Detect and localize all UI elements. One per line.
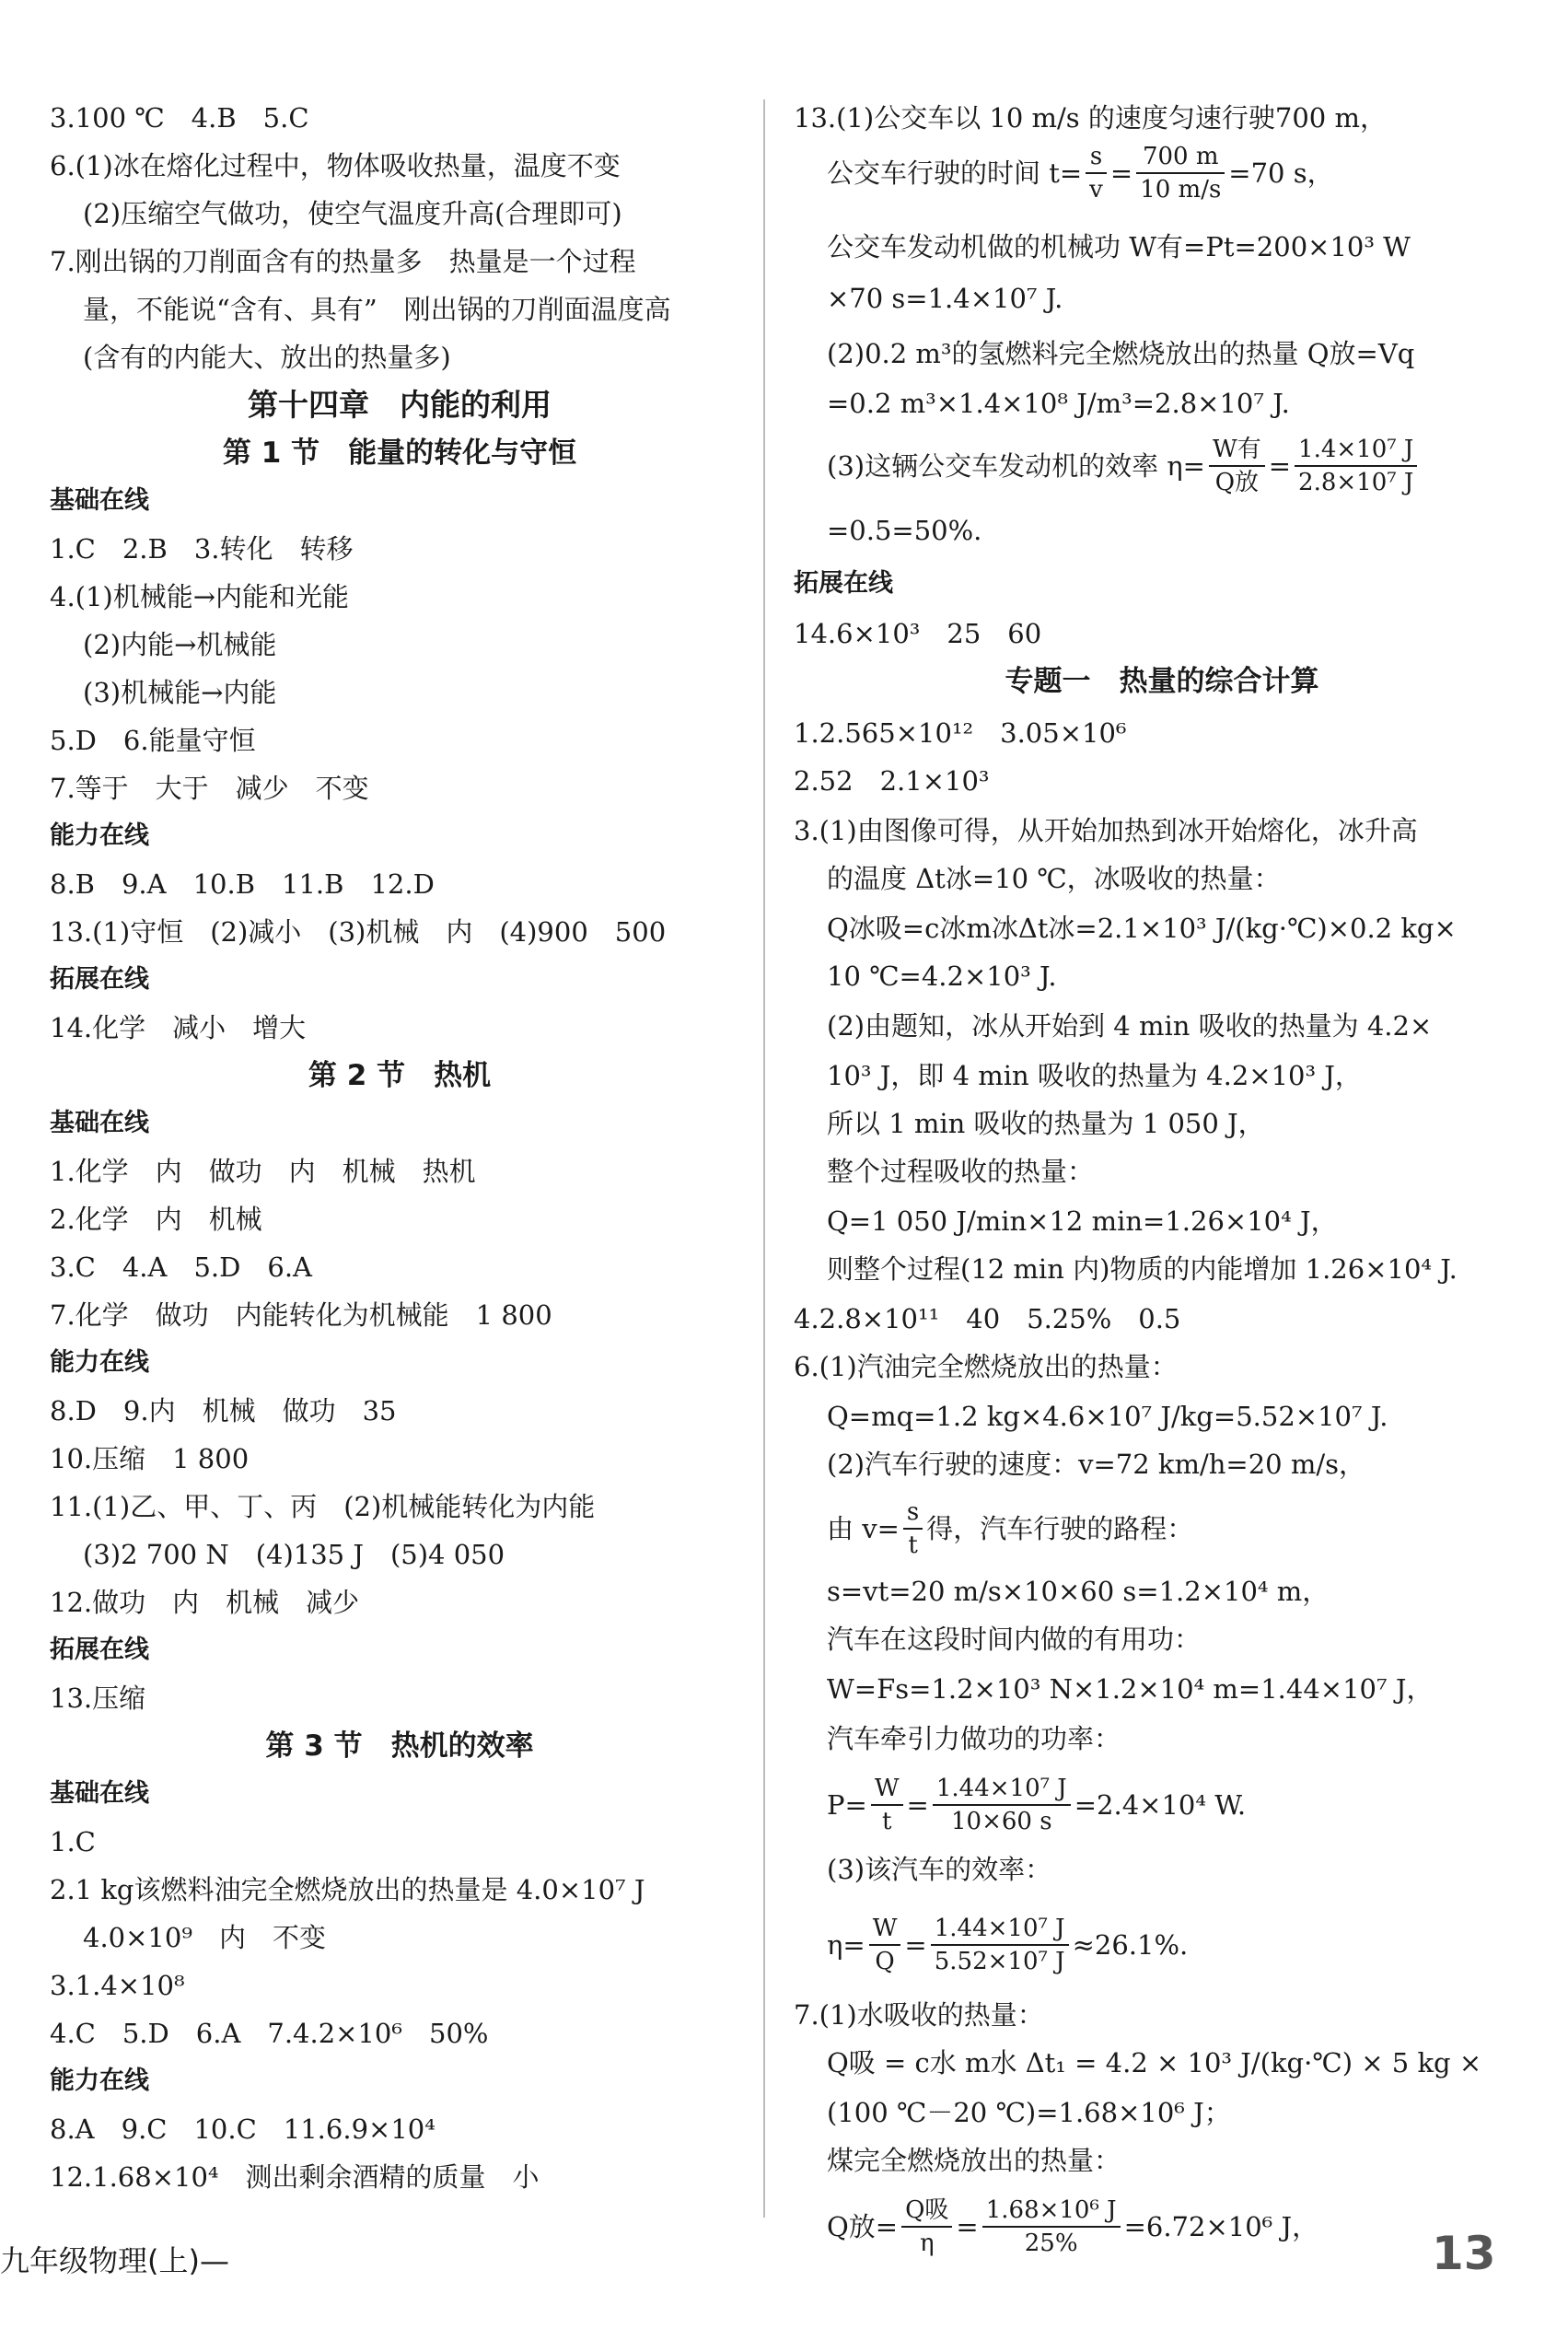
formula-text: = bbox=[1109, 157, 1133, 189]
answer-line: 7.等于 大于 减少 不变 bbox=[50, 773, 369, 804]
fraction bbox=[1295, 434, 1417, 498]
fraction-numerator: W bbox=[871, 1773, 903, 1806]
fraction bbox=[982, 2195, 1121, 2259]
subsection-heading: 能力在线 bbox=[50, 2067, 149, 2095]
fraction-denominator: v bbox=[1089, 176, 1103, 204]
formula-line bbox=[827, 2190, 1318, 2264]
answer-line: 8.A 9.C 10.C 11.6.9×10⁴ bbox=[50, 2113, 436, 2145]
answer-line: 14.化学 减小 增大 bbox=[50, 1012, 307, 1043]
answer-line: 1.化学 内 做功 内 机械 热机 bbox=[50, 1156, 476, 1187]
answer-line: W=Fs=1.2×10³ N×1.2×10⁴ m=1.44×10⁷ J， bbox=[827, 1673, 1434, 1705]
answer-line: 1.C bbox=[50, 1826, 96, 1857]
fraction-denominator: Q bbox=[875, 1948, 895, 1975]
subsection-heading: 能力在线 bbox=[50, 821, 149, 850]
formula-text: P= bbox=[827, 1789, 867, 1821]
answer-line: (含有的内能大、放出的热量多) bbox=[83, 342, 451, 373]
answer-line: 的温度 Δt冰=10 ℃，冰吸收的热量： bbox=[827, 863, 1281, 894]
answer-line: (3)机械能→内能 bbox=[83, 677, 277, 708]
fraction-numerator: W有 bbox=[1209, 434, 1265, 467]
fraction-denominator: t bbox=[881, 1808, 892, 1835]
fraction bbox=[933, 1773, 1071, 1837]
fraction bbox=[931, 1913, 1069, 1977]
fraction-numerator: s bbox=[903, 1496, 923, 1530]
section-heading: 第 1 节 能量的转化与守恒 bbox=[222, 437, 577, 470]
fraction-denominator: t bbox=[908, 1531, 918, 1559]
answer-line: 11.(1)乙、甲、丁、丙 (2)机械能转化为内能 bbox=[50, 1491, 596, 1522]
subsection-heading: 基础在线 bbox=[50, 1779, 149, 1808]
fraction-numerator: s bbox=[1086, 141, 1107, 174]
answer-line: 13.(1)守恒 (2)减小 (3)机械 内 (4)900 500 bbox=[50, 916, 667, 948]
answer-line: Q=mq=1.2 kg×4.6×10⁷ J/kg=5.52×10⁷ J. bbox=[827, 1401, 1388, 1432]
answer-line: 5.D 6.能量守恒 bbox=[50, 725, 256, 756]
answer-line: 3.(1)由图像可得，从开始加热到冰开始熔化，冰升高 bbox=[794, 815, 1418, 846]
answer-line: 2.1 kg该燃料油完全燃烧放出的热量是 4.0×10⁷ J bbox=[50, 1874, 645, 1905]
answer-line: 10³ J，即 4 min 吸收的热量为 4.2×10³ J， bbox=[827, 1060, 1362, 1091]
formula-text: 由 v= bbox=[827, 1513, 900, 1544]
answer-line: 1.C 2.B 3.转化 转移 bbox=[50, 533, 354, 565]
formula-text: η= bbox=[827, 1929, 865, 1961]
fraction bbox=[903, 1496, 923, 1561]
answer-line: 10.压缩 1 800 bbox=[50, 1443, 250, 1474]
answer-line: s=vt=20 m/s×10×60 s=1.2×10⁴ m， bbox=[827, 1576, 1330, 1607]
answer-line: 14.6×10³ 25 60 bbox=[794, 618, 1042, 649]
formula-line bbox=[827, 1492, 1193, 1566]
formula-line bbox=[827, 136, 1334, 210]
answer-line: (3)2 700 N (4)135 J (5)4 050 bbox=[83, 1539, 505, 1570]
subsection-heading: 基础在线 bbox=[50, 486, 149, 515]
fraction-denominator: η bbox=[919, 2230, 935, 2257]
section-heading: 专题一 热量的综合计算 bbox=[1005, 665, 1319, 698]
answer-line: 7.(1)水吸收的热量： bbox=[794, 1999, 1044, 2031]
formula-text: 公交车行驶的时间 t= bbox=[827, 157, 1083, 189]
answer-line: 10 ℃=4.2×10³ J. bbox=[827, 961, 1057, 992]
answer-line: 8.D 9.内 机械 做功 35 bbox=[50, 1395, 397, 1426]
fraction-numerator: Q吸 bbox=[901, 2195, 952, 2228]
answer-line: 4.2.8×10¹¹ 40 5.25% 0.5 bbox=[794, 1303, 1181, 1334]
formula-text: = bbox=[956, 2211, 979, 2242]
chapter-heading: 第十四章 内能的利用 bbox=[248, 387, 552, 423]
answer-line: (2)由题知，冰从开始到 4 min 吸收的热量为 4.2× bbox=[827, 1010, 1433, 1042]
answer-line: 7.化学 做功 内能转化为机械能 1 800 bbox=[50, 1299, 552, 1331]
answer-line: 7.刚出锅的刀削面含有的热量多 热量是一个过程 bbox=[50, 246, 636, 277]
fraction bbox=[901, 2195, 952, 2259]
fraction-denominator: 10×60 s bbox=[951, 1808, 1052, 1835]
formula-text: = bbox=[906, 1789, 929, 1821]
answer-line: 汽车牵引力做功的功率： bbox=[827, 1723, 1121, 1754]
fraction-numerator: 1.68×10⁶ J bbox=[982, 2195, 1121, 2228]
answer-line: 所以 1 min 吸收的热量为 1 050 J， bbox=[827, 1108, 1265, 1139]
fraction bbox=[871, 1773, 903, 1837]
subsection-heading: 拓展在线 bbox=[794, 569, 893, 598]
formula-text: Q放= bbox=[827, 2211, 899, 2242]
answer-line: 13.(1)公交车以 10 m/s 的速度匀速行驶700 m， bbox=[794, 102, 1387, 134]
fraction-denominator: 10 m/s bbox=[1140, 176, 1222, 204]
fraction bbox=[1136, 141, 1225, 205]
fraction-denominator: 2.8×10⁷ J bbox=[1298, 469, 1414, 496]
answer-line: (2)汽车行驶的速度：v=72 km/h=20 m/s， bbox=[827, 1449, 1365, 1480]
answer-line: 整个过程吸收的热量： bbox=[827, 1156, 1095, 1187]
answer-line: 3.1.4×10⁸ bbox=[50, 1970, 185, 2001]
answer-line: 量，不能说“含有、具有” 刚出锅的刀削面温度高 bbox=[83, 294, 671, 325]
fraction-denominator: 25% bbox=[1024, 2230, 1078, 2257]
answer-line: (3)该汽车的效率： bbox=[827, 1854, 1052, 1885]
fraction-denominator: Q放 bbox=[1214, 469, 1260, 496]
formula-text: =6.72×10⁶ J， bbox=[1123, 2211, 1319, 2242]
formula-text: = bbox=[1268, 450, 1292, 482]
formula-line bbox=[827, 1768, 1246, 1842]
column-divider bbox=[763, 99, 765, 2218]
answer-line: 4.0×10⁹ 内 不变 bbox=[83, 1922, 326, 1953]
formula-text: 得，汽车行驶的路程： bbox=[926, 1513, 1194, 1544]
answer-line: 12.1.68×10⁴ 测出剩余酒精的质量 小 bbox=[50, 2161, 540, 2193]
fraction-numerator: 700 m bbox=[1136, 141, 1225, 174]
fraction bbox=[869, 1913, 901, 1977]
formula-line bbox=[827, 1908, 1188, 1982]
answer-line: =0.2 m³×1.4×10⁸ J/m³=2.8×10⁷ J. bbox=[827, 388, 1290, 419]
answer-line: 8.B 9.A 10.B 11.B 12.D bbox=[50, 868, 435, 900]
answer-line: 12.做功 内 机械 减少 bbox=[50, 1587, 360, 1618]
fraction-numerator: 1.4×10⁷ J bbox=[1295, 434, 1417, 467]
answer-line: Q=1 050 J/min×12 min=1.26×10⁴ J， bbox=[827, 1205, 1338, 1237]
answer-line: ×70 s=1.4×10⁷ J. bbox=[827, 283, 1063, 314]
answer-line: 4.C 5.D 6.A 7.4.2×10⁶ 50% bbox=[50, 2018, 489, 2049]
formula-line bbox=[827, 429, 1421, 503]
answer-line: 汽车在这段时间内做的有用功： bbox=[827, 1624, 1202, 1655]
answer-line: (100 ℃－20 ℃)=1.68×10⁶ J； bbox=[827, 2097, 1231, 2128]
answer-line: 2.52 2.1×10³ bbox=[794, 765, 990, 797]
footer-grade-label: 九年级物理(上)— bbox=[0, 2243, 229, 2278]
section-heading: 第 2 节 热机 bbox=[308, 1059, 492, 1092]
fraction bbox=[1209, 434, 1265, 498]
section-heading: 第 3 节 热机的效率 bbox=[265, 1729, 534, 1763]
formula-text: = bbox=[904, 1929, 927, 1961]
answer-line: 3.100 ℃ 4.B 5.C bbox=[50, 102, 309, 134]
answer-line: =0.5=50%. bbox=[827, 515, 982, 546]
fraction-numerator: W bbox=[869, 1913, 901, 1946]
answer-line: 6.(1)冰在熔化过程中，物体吸收热量，温度不变 bbox=[50, 150, 621, 181]
formula-text: (3)这辆公交车发动机的效率 η= bbox=[827, 450, 1205, 482]
answer-line: (2)压缩空气做功，使空气温度升高(合理即可) bbox=[83, 198, 622, 229]
formula-text: =2.4×10⁴ W. bbox=[1074, 1789, 1247, 1821]
subsection-heading: 拓展在线 bbox=[50, 965, 149, 994]
answer-line: 1.2.565×10¹² 3.05×10⁶ bbox=[794, 717, 1127, 749]
subsection-heading: 基础在线 bbox=[50, 1109, 149, 1137]
answer-line: 3.C 4.A 5.D 6.A bbox=[50, 1252, 313, 1283]
answer-line: 则整个过程(12 min 内)物质的内能增加 1.26×10⁴ J. bbox=[827, 1253, 1458, 1285]
fraction-numerator: 1.44×10⁷ J bbox=[931, 1913, 1069, 1946]
formula-text: =70 s， bbox=[1228, 157, 1334, 189]
fraction-denominator: 5.52×10⁷ J bbox=[934, 1948, 1065, 1975]
page-number: 13 bbox=[1432, 2227, 1496, 2280]
subsection-heading: 能力在线 bbox=[50, 1348, 149, 1377]
answer-line: (2)内能→机械能 bbox=[83, 629, 277, 660]
formula-text: ≈26.1%. bbox=[1072, 1929, 1189, 1961]
answer-line: 6.(1)汽油完全燃烧放出的热量： bbox=[794, 1351, 1178, 1382]
answer-line: 13.压缩 bbox=[50, 1682, 146, 1714]
answer-line: Q吸 = c水 m水 Δt₁ = 4.2 × 10³ J/(kg·℃) × 5 kg × bbox=[827, 2047, 1482, 2078]
answer-line: 4.(1)机械能→内能和光能 bbox=[50, 581, 350, 612]
answer-line: 2.化学 内 机械 bbox=[50, 1204, 262, 1235]
fraction bbox=[1086, 141, 1107, 205]
answer-line: 公交车发动机做的机械功 W有=Pt=200×10³ W bbox=[827, 231, 1411, 262]
answer-line: (2)0.2 m³的氢燃料完全燃烧放出的热量 Q放=Vq bbox=[827, 338, 1415, 369]
answer-line: Q冰吸=c冰m冰Δt冰=2.1×10³ J/(kg·℃)×0.2 kg× bbox=[827, 913, 1457, 944]
answer-line: 煤完全燃烧放出的热量： bbox=[827, 2145, 1121, 2176]
subsection-heading: 拓展在线 bbox=[50, 1636, 149, 1664]
fraction-numerator: 1.44×10⁷ J bbox=[933, 1773, 1071, 1806]
